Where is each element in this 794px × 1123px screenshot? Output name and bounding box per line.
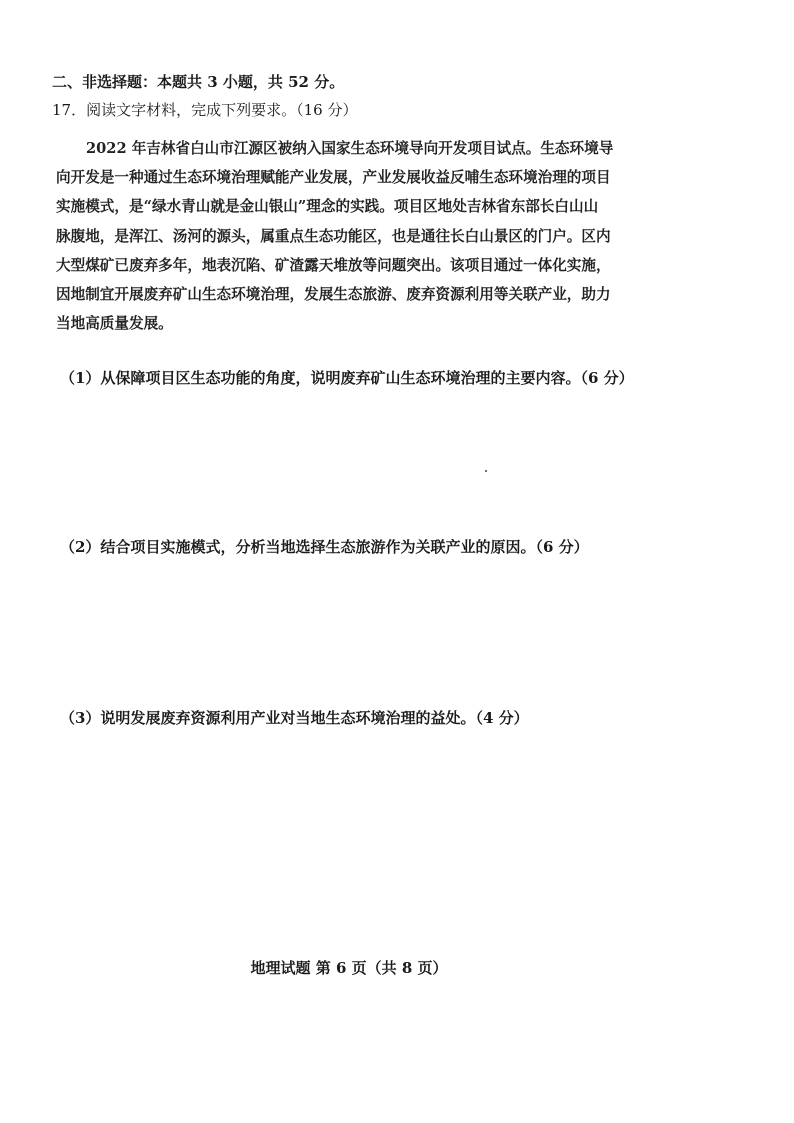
section-heading: 二、非选择题：本题共 3 小题，共 52 分。	[52, 73, 345, 91]
passage-line: 实施模式，是“绿水青山就是金山银山”理念的实践。项目区地处吉林省东部长白山山	[56, 198, 599, 216]
sub-question-2: （2）结合项目实施模式，分析当地选择生态旅游作为关联产业的原因。（6 分）	[60, 538, 589, 556]
question-title: 17．阅读文字材料，完成下列要求。（16 分）	[52, 101, 358, 119]
passage-line: 脉腹地，是浑江、汤河的源头，属重点生态功能区，也是通往长白山景区的门户。区内	[56, 227, 611, 245]
page-footer	[0, 958, 794, 978]
sub-question-3: （3）说明发展废弃资源利用产业对当地生态环境治理的益处。（4 分）	[60, 709, 529, 727]
page-number-label: 地理试题 第 6 页（共 8 页）	[250, 959, 448, 977]
passage-line: 当地高质量发展。	[56, 315, 173, 333]
sub-question-1: （1）从保障项目区生态功能的角度，说明废弃矿山生态环境治理的主要内容。（6 分）	[60, 369, 634, 387]
passage-line: 2022 年吉林省白山市江源区被纳入国家生态环境导向开发项目试点。生态环境导	[86, 140, 614, 157]
passage-line: 因地制宜开展废弃矿山生态环境治理，发展生态旅游、废弃资源利用等关联产业，助力	[56, 286, 611, 304]
scan-speck	[485, 470, 487, 472]
passage-line: 大型煤矿已废弃多年，地表沉陷、矿渣露天堆放等问题突出。该项目通过一体化实施，	[56, 256, 611, 274]
passage-line: 向开发是一种通过生态环境治理赋能产业发展，产业发展收益反哺生态环境治理的项目	[56, 169, 611, 187]
reading-passage	[56, 134, 630, 338]
